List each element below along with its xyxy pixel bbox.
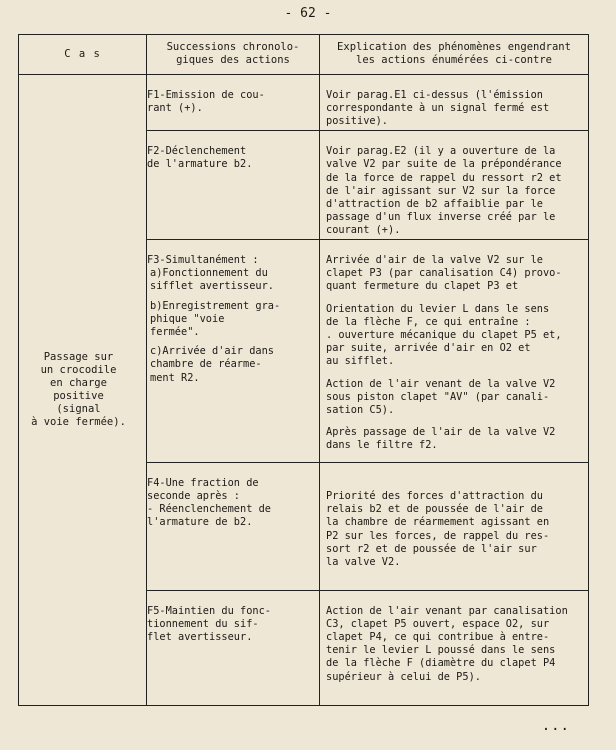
- continuation-marker: ...: [541, 718, 570, 734]
- action-step-head: F3-Simultanément :: [147, 254, 259, 267]
- explanation-paragraph: Arrivée d'air de la valve V2 sur le clapet P3 (par canalisation C4) provo- quant fermeture du clapet P3 et: [326, 254, 562, 293]
- explanation-paragraph: Orientation du levier L dans le sens de la flèche F, ce qui entraîne : . ouverture mécanique du clapet P5 et, par suite, arrivée d'air en O2 et au sifflet.: [326, 302, 562, 368]
- action-sub-item: c)Arrivée d'air dans chambre de réarme- ment R2.: [150, 345, 274, 384]
- action-cell: F4-Une fraction de seconde après : - Réenclenchement de l'armature de b2.: [147, 462, 320, 590]
- table-row: [19, 74, 589, 131]
- action-sub-item: b)Enregistrement gra- phique "voie fermée".: [150, 299, 281, 339]
- table-header-row: [19, 35, 589, 75]
- action-cell: F1-Emission de cou- rant (+).: [147, 74, 320, 131]
- case-label: Passage sur un crocodile en charge positive (signal à voie fermée).: [19, 74, 147, 706]
- explanation-cell: Voir parag.E2 (il y a ouverture de la valve V2 par suite de la prépondérance de la force de rappel du ressort r2 et de l'air agissant sur V2 sur la force d'attraction de b2 affaiblie par le passage d'un flux inverse créé par le courant (+).: [320, 131, 589, 240]
- explanation-cell: Action de l'air venant par canalisation C3, clapet P5 ouvert, espace O2, sur clapet P4, ce qui contribue à entre- tenir le levier L poussé dans le sens de la flèche F (diamètre du clapet P4 supérieur à celui de P5).: [320, 590, 589, 706]
- header-successions: Successions chronolo- giques des actions: [147, 35, 320, 75]
- action-cell: F2-Déclenchement de l'armature b2.: [147, 131, 320, 240]
- explanation-cell: Priorité des forces d'attraction du relais b2 et de poussée de l'air de la chambre de réarmement agissant en P2 sur les forces, de rappel du res- sort r2 et de poussée de l'air sur la valve V2.: [320, 462, 589, 590]
- explanation-paragraph: Après passage de l'air de la valve V2 dans le filtre f2.: [326, 426, 556, 452]
- explanation-cell: Voir parag.E1 ci-dessus (l'émission correspondante à un signal fermé est positive).: [320, 74, 589, 131]
- header-cas: C a s: [19, 35, 147, 75]
- phenomena-table: [18, 34, 589, 706]
- header-explication: Explication des phénomènes engendrant les actions énumérées ci-contre: [320, 35, 589, 75]
- explanation-cell: [320, 240, 589, 463]
- action-cell: [147, 240, 320, 463]
- explanation-paragraph: Action de l'air venant de la valve V2 sous piston clapet "AV" (par canali- sation C5).: [326, 377, 556, 417]
- action-cell: F5-Maintien du fonc- tionnement du sif- flet avertisseur.: [147, 590, 320, 706]
- page-number: - 62 -: [284, 6, 332, 21]
- action-sub-item: a)Fonctionnement du sifflet avertisseur.: [150, 267, 274, 293]
